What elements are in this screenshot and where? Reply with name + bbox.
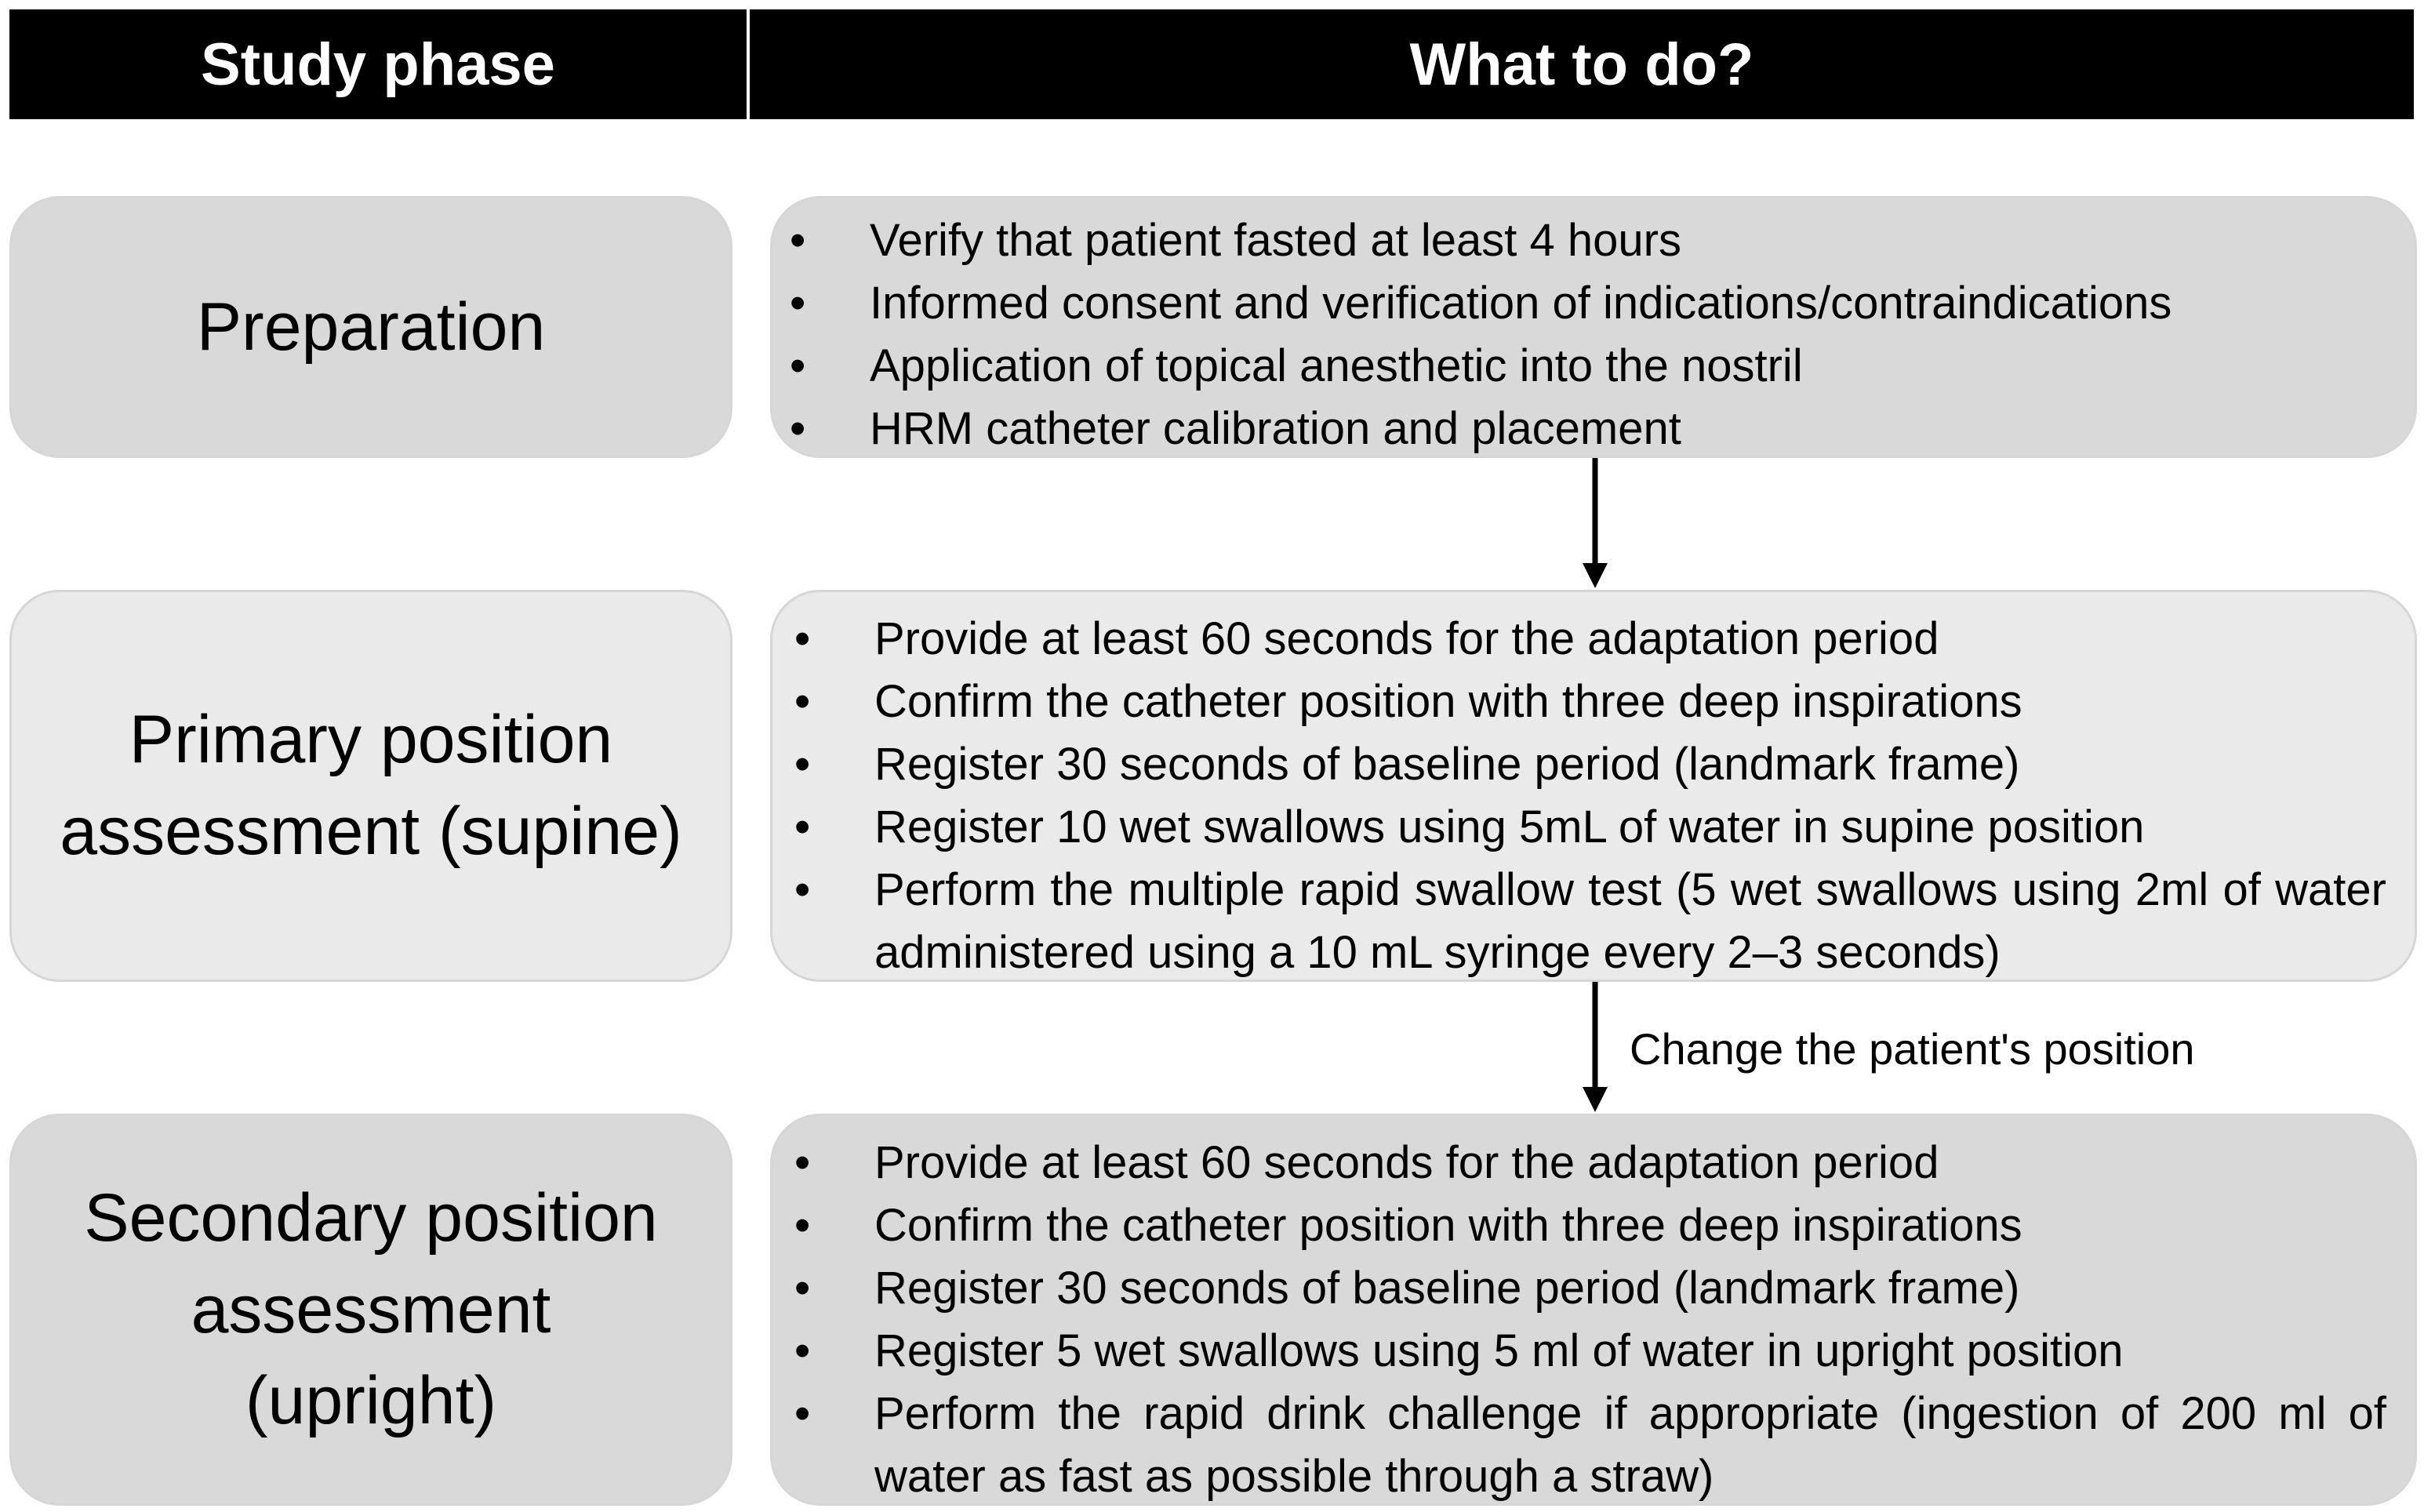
step-item: • Confirm the catheter position with three deep inspirations bbox=[777, 1194, 2386, 1257]
phase-title-line: assessment (supine) bbox=[60, 794, 682, 869]
phase-box-preparation bbox=[9, 196, 732, 458]
step-item: • Informed consent and verification of indications/contraindications bbox=[772, 272, 2372, 335]
steps-box-preparation bbox=[770, 196, 2417, 458]
position-change-label: Change the patient's position bbox=[1630, 1024, 2195, 1074]
phase-title-line: Secondary position bbox=[84, 1179, 658, 1256]
phase-title-line: (upright) bbox=[245, 1363, 497, 1439]
steps-list-preparation bbox=[772, 209, 2372, 460]
down-arrow-icon bbox=[1572, 982, 1619, 1114]
steps-box-secondary-position bbox=[770, 1114, 2417, 1506]
phase-title-secondary-position bbox=[12, 1172, 730, 1448]
step-item: • Register 30 seconds of baseline period (landmark frame) bbox=[777, 1257, 2386, 1320]
step-item: • Perform the rapid drink challenge if appropriate (ingestion of 200 ml of water as fast as possible through a straw) bbox=[777, 1383, 2386, 1508]
table-header bbox=[9, 9, 2414, 119]
step-item: • Register 5 wet swallows using 5 ml of water in upright position bbox=[777, 1320, 2386, 1383]
down-arrow-icon bbox=[1572, 458, 1619, 590]
step-item: • Provide at least 60 seconds for the adaptation period bbox=[777, 1132, 2386, 1194]
step-item: • Application of topical anesthetic into the nostril bbox=[772, 335, 2372, 398]
phase-title-line: Primary position bbox=[129, 702, 613, 778]
step-item: • Register 30 seconds of baseline period (landmark frame) bbox=[777, 733, 2386, 796]
phase-title-preparation: Preparation bbox=[196, 289, 546, 365]
phase-box-primary-position bbox=[9, 590, 732, 982]
phase-title-line: assessment bbox=[191, 1271, 551, 1347]
step-item: • Perform the multiple rapid swallow test (5 wet swallows using 2ml of water administered using a 10 mL syringe every 2–3 seconds) bbox=[777, 859, 2386, 984]
step-item: • Verify that patient fasted at least 4 hours bbox=[772, 209, 2372, 272]
step-item: • Provide at least 60 seconds for the adaptation period bbox=[777, 608, 2386, 671]
step-item: • Register 10 wet swallows using 5mL of water in supine position bbox=[777, 796, 2386, 859]
steps-list-secondary-position bbox=[777, 1132, 2386, 1508]
header-what-to-do: What to do? bbox=[1409, 31, 1754, 98]
header-study-phase: Study phase bbox=[201, 31, 555, 98]
phase-title-primary-position bbox=[12, 694, 730, 878]
steps-box-primary-position bbox=[770, 590, 2417, 982]
steps-list-primary-position bbox=[777, 608, 2386, 984]
step-item: • Confirm the catheter position with three deep inspirations bbox=[777, 671, 2386, 733]
step-item: • HRM catheter calibration and placement bbox=[772, 398, 2372, 460]
phase-box-secondary-position bbox=[9, 1114, 732, 1506]
